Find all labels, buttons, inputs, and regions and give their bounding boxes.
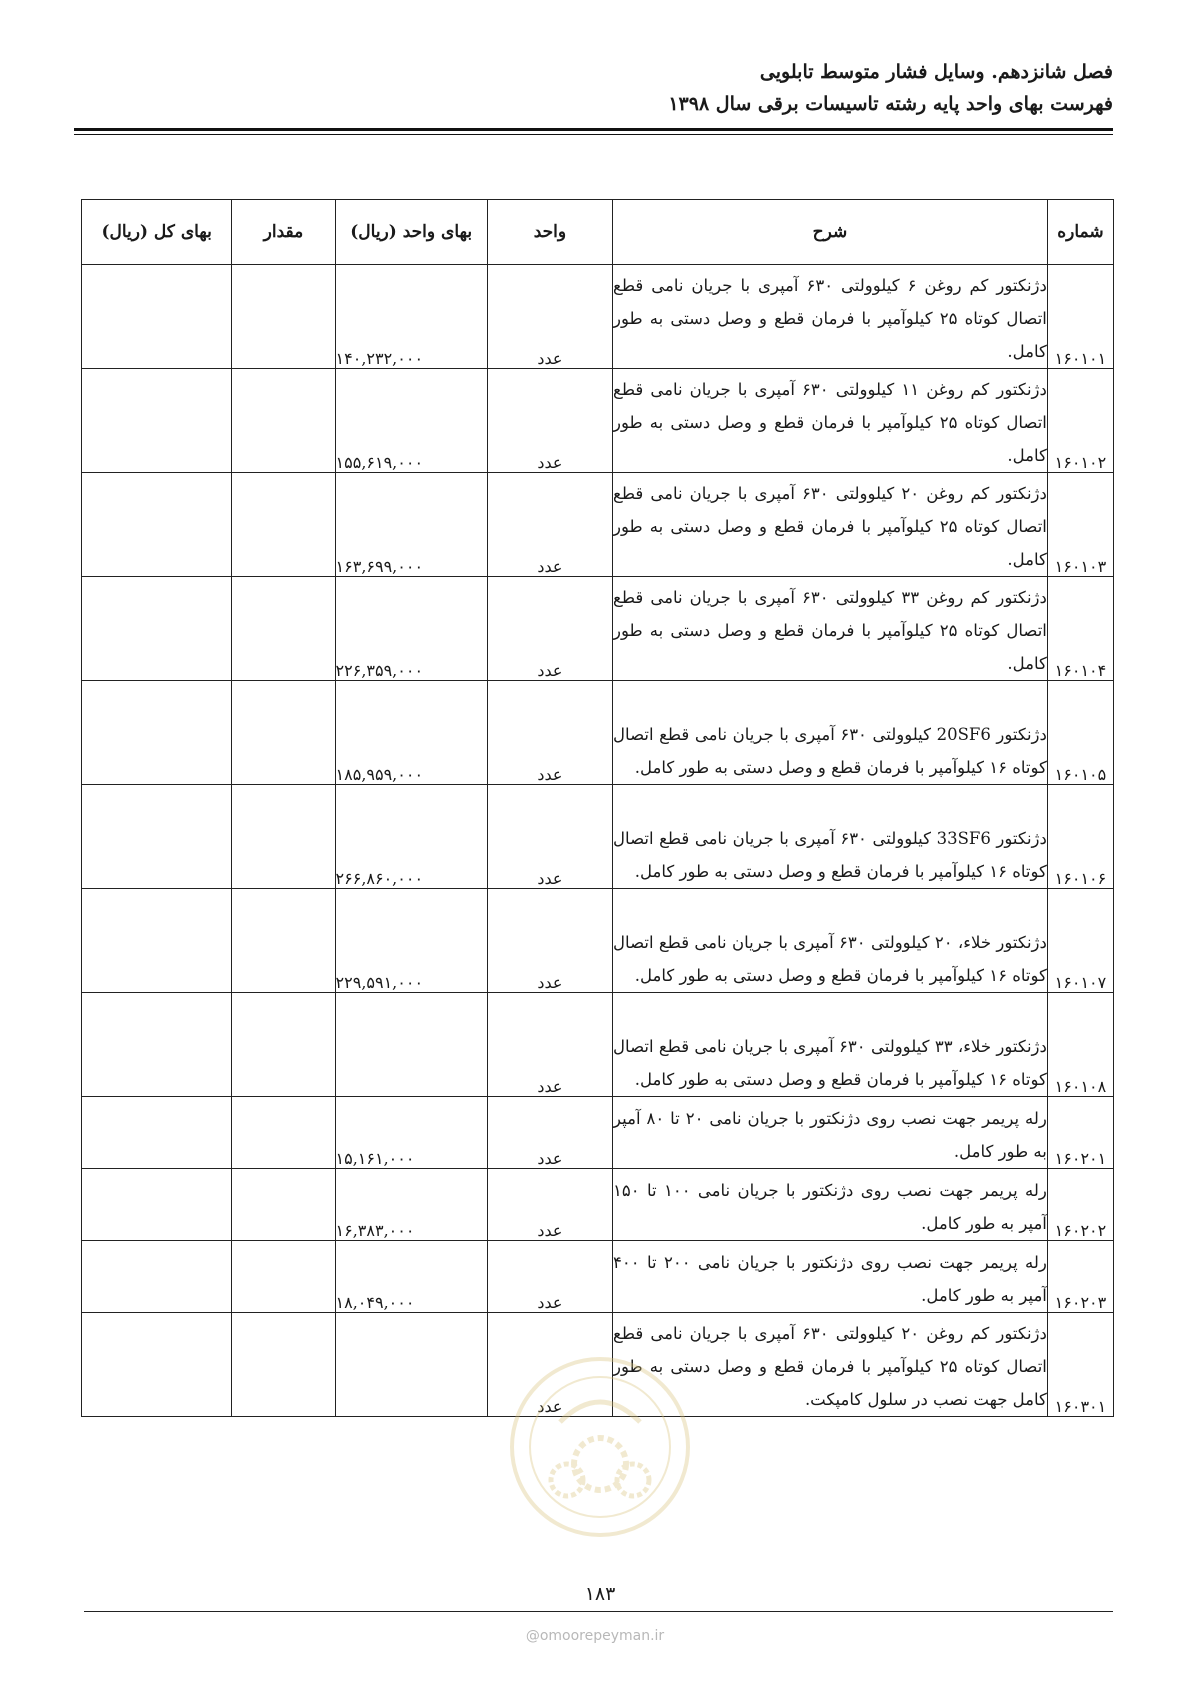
item-unit-price: ۱۶,۳۸۳,۰۰۰ xyxy=(335,1169,487,1241)
item-quantity xyxy=(232,993,335,1097)
item-description: دژنکتور خلاء، ۳۳ کیلوولتی ۶۳۰ آمپری با جریان نامی قطع اتصال کوتاه ۱۶ کیلوآمپر با فرمان قطع و وصل دستی به طور کامل. xyxy=(613,993,1048,1097)
item-code: ۱۶۰۱۰۷ xyxy=(1047,889,1113,993)
item-description: دژنکتور 33SF6 کیلوولتی ۶۳۰ آمپری با جریان نامی قطع اتصال کوتاه ۱۶ کیلوآمپر با فرمان قطع و وصل دستی به طور کامل. xyxy=(613,785,1048,889)
item-description: رله پریمر جهت نصب روی دژنکتور با جریان نامی ۲۰۰ تا ۴۰۰ آمپر به طور کامل. xyxy=(613,1241,1048,1313)
page-number: ۱۸۳ xyxy=(584,1583,616,1605)
page-header xyxy=(74,56,1113,120)
item-unit: عدد xyxy=(487,785,612,889)
table-row xyxy=(82,889,1114,993)
item-unit: عدد xyxy=(487,577,612,681)
seal-watermark-icon xyxy=(505,1352,695,1542)
item-total-price xyxy=(82,1241,232,1313)
list-title: فهرست بهای واحد پایه رشته تاسیسات برقی سال ۱۳۹۸ xyxy=(668,93,1113,115)
item-total-price xyxy=(82,785,232,889)
item-unit-price: ۱۵۵,۶۱۹,۰۰۰ xyxy=(335,369,487,473)
table-row xyxy=(82,369,1114,473)
header-rule-thick xyxy=(74,128,1113,131)
item-quantity xyxy=(232,265,335,369)
item-description: دژنکتور کم روغن ۳۳ کیلوولتی ۶۳۰ آمپری با جریان نامی قطع اتصال کوتاه ۲۵ کیلوآمپر با فرمان قطع و وصل دستی به طور کامل. xyxy=(613,577,1048,681)
item-unit-price: ۱۸۵,۹۵۹,۰۰۰ xyxy=(335,681,487,785)
item-unit: عدد xyxy=(487,265,612,369)
item-quantity xyxy=(232,1313,335,1417)
column-header-quantity: مقدار xyxy=(232,200,335,265)
item-unit: عدد xyxy=(487,993,612,1097)
header-rule-thin xyxy=(74,134,1113,135)
watermark-handle: @omoorepeyman.ir xyxy=(525,1628,665,1644)
item-total-price xyxy=(82,889,232,993)
item-code: ۱۶۰۱۰۶ xyxy=(1047,785,1113,889)
item-total-price xyxy=(82,993,232,1097)
item-quantity xyxy=(232,1241,335,1313)
item-unit-price: ۲۲۶,۳۵۹,۰۰۰ xyxy=(335,577,487,681)
table-row xyxy=(82,681,1114,785)
item-quantity xyxy=(232,1097,335,1169)
item-quantity xyxy=(232,369,335,473)
item-quantity xyxy=(232,889,335,993)
item-total-price xyxy=(82,577,232,681)
table-row xyxy=(82,577,1114,681)
item-unit: عدد xyxy=(487,889,612,993)
item-total-price xyxy=(82,681,232,785)
item-unit-price: ۱۸,۰۴۹,۰۰۰ xyxy=(335,1241,487,1313)
table-row xyxy=(82,1241,1114,1313)
item-description: رله پریمر جهت نصب روی دژنکتور با جریان نامی ۲۰ تا ۸۰ آمپر به طور کامل. xyxy=(613,1097,1048,1169)
item-code: ۱۶۰۱۰۱ xyxy=(1047,265,1113,369)
table-row xyxy=(82,265,1114,369)
item-code: ۱۶۰۱۰۸ xyxy=(1047,993,1113,1097)
item-code: ۱۶۰۱۰۲ xyxy=(1047,369,1113,473)
item-unit: عدد xyxy=(487,1097,612,1169)
item-unit-price: ۱۶۳,۶۹۹,۰۰۰ xyxy=(335,473,487,577)
item-quantity xyxy=(232,785,335,889)
footer-rule xyxy=(84,1611,1113,1612)
item-description: رله پریمر جهت نصب روی دژنکتور با جریان نامی ۱۰۰ تا ۱۵۰ آمپر به طور کامل. xyxy=(613,1169,1048,1241)
item-description: دژنکتور کم روغن ۲۰ کیلوولتی ۶۳۰ آمپری با جریان نامی قطع اتصال کوتاه ۲۵ کیلوآمپر با فرمان قطع و وصل دستی به طور کامل جهت نصب در سلول کامپکت. xyxy=(613,1313,1048,1417)
item-code: ۱۶۰۲۰۱ xyxy=(1047,1097,1113,1169)
item-unit: عدد xyxy=(487,1241,612,1313)
item-total-price xyxy=(82,473,232,577)
chapter-title: فصل شانزدهم. وسایل فشار متوسط تابلویی xyxy=(759,61,1113,83)
item-unit: عدد xyxy=(487,1169,612,1241)
item-unit: عدد xyxy=(487,1313,612,1417)
item-unit-price: ۲۶۶,۸۶۰,۰۰۰ xyxy=(335,785,487,889)
table-row xyxy=(82,1097,1114,1169)
item-code: ۱۶۰۳۰۱ xyxy=(1047,1313,1113,1417)
table-row xyxy=(82,785,1114,889)
table-header-row xyxy=(82,200,1114,265)
column-header-unit-price: بهای واحد (ریال) xyxy=(335,200,487,265)
item-unit-price: ۱۴۰,۲۳۲,۰۰۰ xyxy=(335,265,487,369)
item-description: دژنکتور کم روغن ۲۰ کیلوولتی ۶۳۰ آمپری با جریان نامی قطع اتصال کوتاه ۲۵ کیلوآمپر با فرمان قطع و وصل دستی به طور کامل. xyxy=(613,473,1048,577)
item-code: ۱۶۰۲۰۳ xyxy=(1047,1241,1113,1313)
item-code: ۱۶۰۲۰۲ xyxy=(1047,1169,1113,1241)
table-row xyxy=(82,1169,1114,1241)
column-header-unit: واحد xyxy=(487,200,612,265)
price-table xyxy=(81,199,1114,1417)
item-total-price xyxy=(82,265,232,369)
table-row xyxy=(82,473,1114,577)
item-code: ۱۶۰۱۰۵ xyxy=(1047,681,1113,785)
item-unit-price xyxy=(335,993,487,1097)
item-code: ۱۶۰۱۰۴ xyxy=(1047,577,1113,681)
item-unit: عدد xyxy=(487,473,612,577)
item-description: دژنکتور خلاء، ۲۰ کیلوولتی ۶۳۰ آمپری با جریان نامی قطع اتصال کوتاه ۱۶ کیلوآمپر با فرمان قطع و وصل دستی به طور کامل. xyxy=(613,889,1048,993)
item-code: ۱۶۰۱۰۳ xyxy=(1047,473,1113,577)
column-header-description: شرح xyxy=(613,200,1048,265)
item-quantity xyxy=(232,473,335,577)
item-quantity xyxy=(232,681,335,785)
column-header-code: شماره xyxy=(1047,200,1113,265)
item-unit: عدد xyxy=(487,369,612,473)
item-unit-price: ۲۲۹,۵۹۱,۰۰۰ xyxy=(335,889,487,993)
table-body xyxy=(82,265,1114,1417)
item-total-price xyxy=(82,1313,232,1417)
item-total-price xyxy=(82,369,232,473)
item-total-price xyxy=(82,1169,232,1241)
item-unit: عدد xyxy=(487,681,612,785)
item-quantity xyxy=(232,1169,335,1241)
item-description: دژنکتور 20SF6 کیلوولتی ۶۳۰ آمپری با جریان نامی قطع اتصال کوتاه ۱۶ کیلوآمپر با فرمان قطع و وصل دستی به طور کامل. xyxy=(613,681,1048,785)
item-total-price xyxy=(82,1097,232,1169)
item-unit-price xyxy=(335,1313,487,1417)
item-unit-price: ۱۵,۱۶۱,۰۰۰ xyxy=(335,1097,487,1169)
item-quantity xyxy=(232,577,335,681)
item-description: دژنکتور کم روغن ۶ کیلوولتی ۶۳۰ آمپری با جریان نامی قطع اتصال کوتاه ۲۵ کیلوآمپر با فرمان قطع و وصل دستی به طور کامل. xyxy=(613,265,1048,369)
table-row xyxy=(82,993,1114,1097)
column-header-total-price: بهای کل (ریال) xyxy=(82,200,232,265)
item-description: دژنکتور کم روغن ۱۱ کیلوولتی ۶۳۰ آمپری با جریان نامی قطع اتصال کوتاه ۲۵ کیلوآمپر با فرمان قطع و وصل دستی به طور کامل. xyxy=(613,369,1048,473)
